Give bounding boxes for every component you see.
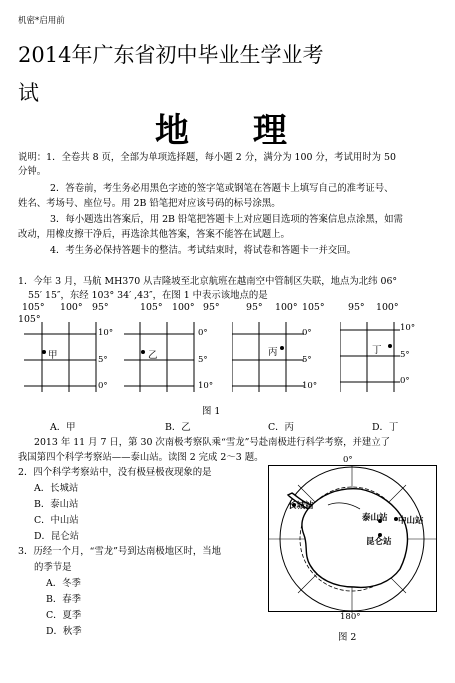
q2-stem: 2．四个科学考察站中，没有极昼极夜现象的是 [18, 467, 212, 478]
q2-option-a: A．长城站 [34, 483, 79, 494]
latitude-label: 0° [98, 381, 108, 391]
instruction-line: 3．每小题选出答案后，用 2B 铅笔把答题卡上对应题目选项的答案信息点涂黑，如需 [50, 214, 403, 225]
grid-ding [340, 322, 440, 392]
figure2-caption: 图 2 [338, 632, 357, 643]
longitude-label: 100° [60, 302, 83, 313]
latitude-label: 0° [400, 376, 410, 386]
q1-option-b: B．乙 [165, 422, 191, 433]
grid-point-label: 丙 [268, 347, 278, 358]
figure2-top-label: 0° [343, 455, 353, 465]
longitude-label: 95° [246, 302, 263, 313]
q1-stem-line2: 55′ 15″，东经 103° 34′ ,43″，在图 1 中表示该地点的是 [28, 290, 268, 301]
latitude-label: 5° [98, 355, 108, 365]
longitude-label: 95° [92, 302, 109, 313]
figure2-bottom-label: 180° [340, 612, 361, 622]
latitude-label: 0° [198, 328, 208, 338]
instruction-line: 2．答卷前，考生务必用黑色字迹的签字笔或钢笔在答题卡上填写自己的准考证号、 [50, 183, 394, 194]
latitude-label: 5° [198, 355, 208, 365]
q2-option-b: B．泰山站 [34, 499, 79, 510]
longitude-label: 105° [18, 314, 41, 325]
q3-option-d: D．秋季 [46, 626, 82, 637]
q1-option-d: D．丁 [372, 422, 399, 433]
figure1-caption: 图 1 [202, 406, 221, 417]
latitude-label: 10° [400, 323, 416, 333]
grid-point-label: 甲 [48, 350, 58, 361]
latitude-label: 10° [302, 381, 318, 391]
latitude-label: 10° [198, 381, 214, 391]
station-label-kunlun: 昆仑站 [366, 537, 392, 547]
secret-label: 机密*启用前 [18, 16, 65, 26]
station-label-changcheng: 长城站 [288, 501, 314, 511]
q3-stem-line1: 3．历经一个月，“雪龙”号到达南极地区时，当地 [18, 546, 222, 557]
subject-title: 地 理 [155, 111, 313, 151]
longitude-label: 100° [275, 302, 298, 313]
instruction-line: 4．考生务必保持答题卡的整洁。考试结束时，将试卷和答题卡一并交回。 [50, 245, 356, 256]
longitude-label: 105° [140, 302, 163, 313]
longitude-label: 95° [348, 302, 365, 313]
q3-stem-line2: 的季节是 [34, 562, 72, 573]
context2-line1: 2013 年 11 月 7 日，第 30 次南极考察队乘“雪龙”号赴南极进行科学考察，并建立了 [34, 437, 391, 448]
latitude-label: 5° [302, 355, 312, 365]
longitude-label: 95° [203, 302, 220, 313]
station-label-zhongshan: 中山站 [398, 516, 424, 526]
grid-point-label: 乙 [148, 350, 158, 361]
latitude-label: 10° [98, 328, 114, 338]
longitude-label: 100° [376, 302, 399, 313]
q1-option-c: C．丙 [268, 422, 294, 433]
q1-stem-line1: 1．今年 3 月，马航 MH370 从吉隆坡至北京航班在越南空中管制区失联，地点为北纬 06° [18, 276, 398, 287]
station-label-taishan: 泰山站 [362, 513, 388, 523]
q3-option-b: B．春季 [46, 594, 82, 605]
exam-title-line1: 2014年广东省初中毕业生学业考 [18, 43, 324, 67]
q2-option-c: C．中山站 [34, 515, 79, 526]
context2-line2: 我国第四个科学考察站——泰山站。读图 2 完成 2～3 题。 [18, 452, 264, 463]
q3-option-a: A．冬季 [46, 578, 81, 589]
q3-option-c: C．夏季 [46, 610, 82, 621]
longitude-label: 105° [302, 302, 325, 313]
longitude-label: 105° [22, 302, 45, 313]
antarctica-map [268, 465, 438, 613]
instruction-line: 改动，用橡皮擦干净后，再选涂其他答案，答案不能答在试题上。 [18, 229, 290, 240]
q2-option-d: D．昆仑站 [34, 531, 80, 542]
latitude-label: 5° [400, 350, 410, 360]
instruction-line: 说明：1．全卷共 8 页，全部为单项选择题，每小题 2 分，满分为 100 分，考试用时为 50 [18, 152, 396, 163]
grid-point-label: 丁 [372, 345, 382, 356]
instruction-line: 姓名、考场号、座位号。用 2B 铅笔把对应该号码的标号涂黑。 [18, 198, 281, 209]
exam-title-line2: 试 [18, 81, 39, 105]
latitude-label: 0° [302, 328, 312, 338]
q1-option-a: A．甲 [50, 422, 76, 433]
instruction-line: 分钟。 [18, 166, 47, 177]
longitude-label: 100° [172, 302, 195, 313]
